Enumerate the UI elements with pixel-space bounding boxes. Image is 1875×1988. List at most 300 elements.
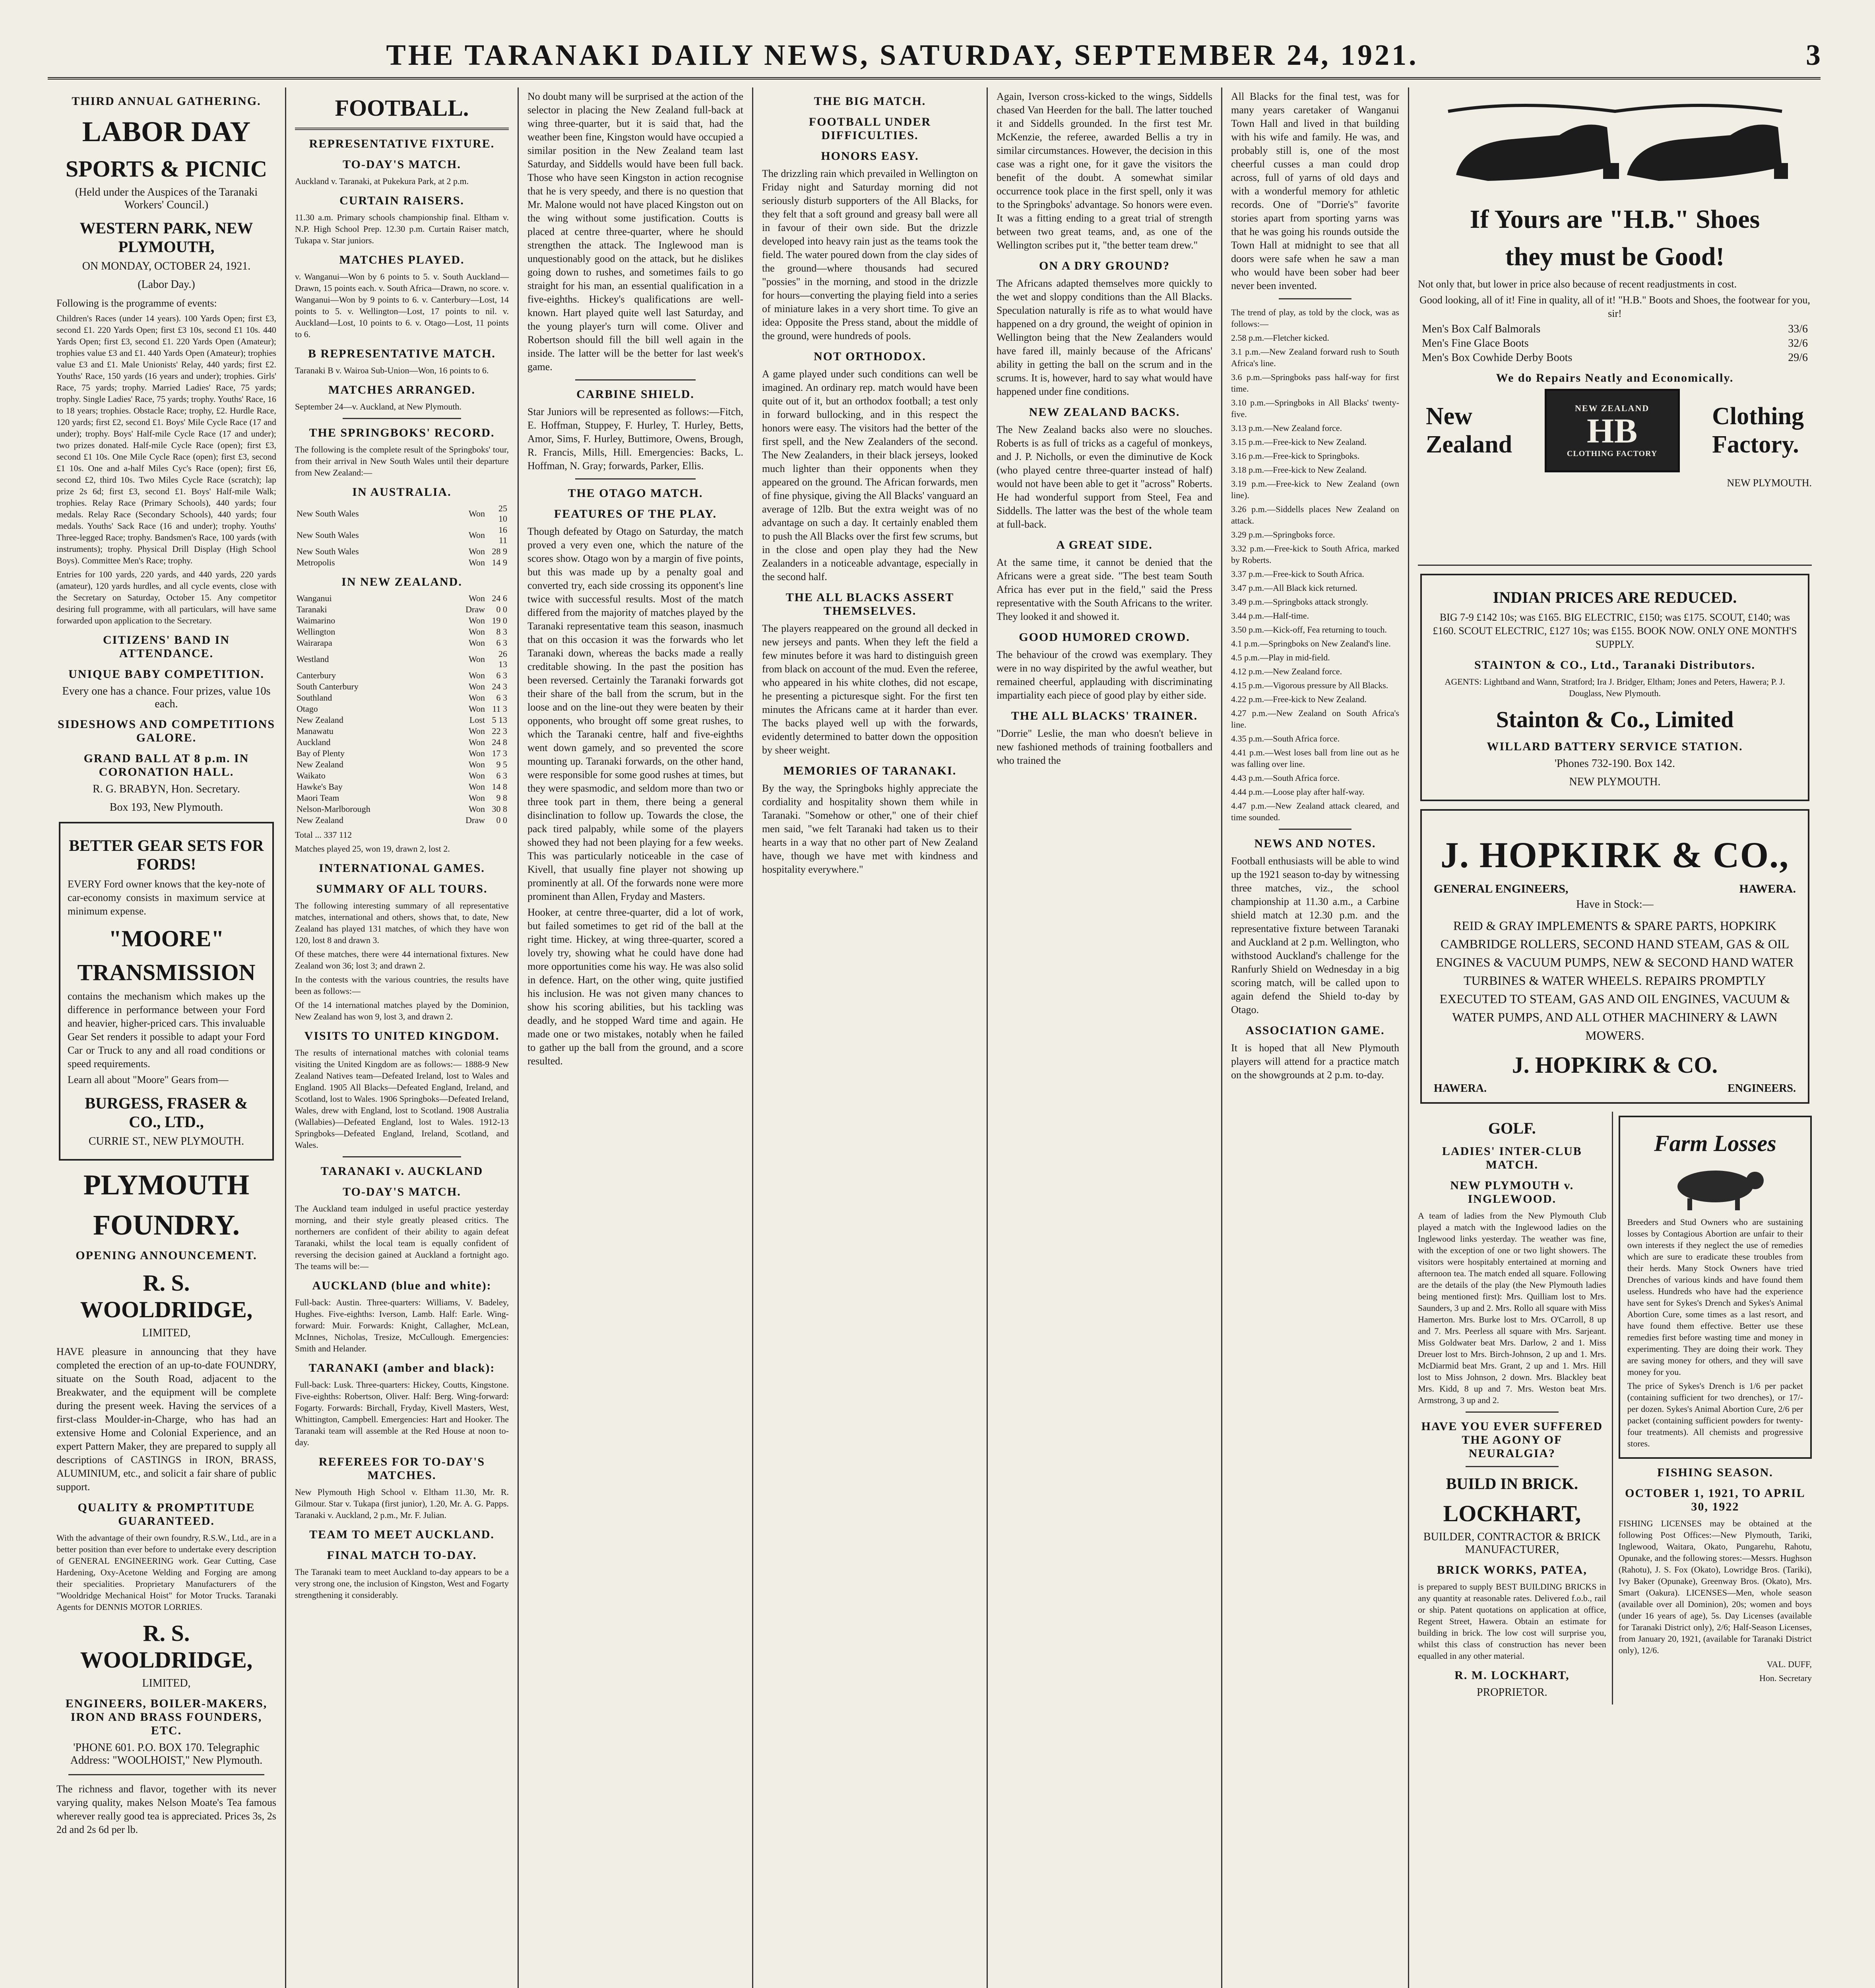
nz-right: Clothing Factory.	[1712, 403, 1804, 458]
indian-ad	[1420, 574, 1809, 801]
result-row	[295, 792, 509, 804]
golf-heading: GOLF.	[1488, 1119, 1536, 1137]
column-2	[286, 87, 519, 1988]
points-cell: 25 10	[498, 503, 507, 524]
indian-heading: INDIAN PRICES ARE REDUCED.	[1493, 588, 1737, 606]
result-cell: Won	[468, 681, 485, 691]
result-row	[295, 815, 509, 826]
under-difficulties: FOOTBALL UNDER DIFFICULTIES.	[809, 115, 931, 142]
wooldridge-limited: LIMITED,	[142, 1327, 191, 1339]
tabloid-item: 4.5 p.m.—Play in mid-field.	[1231, 652, 1330, 662]
indian-body: BIG 7-9 £142 10s; was £165. BIG ELECTRIC, £150; was £175. SCOUT, £140; was £160. SCOUT ELECTRIC, £127 10s; was £155. BOOK NOW. ONLY ONE MONTH'S SUPPLY.	[1433, 612, 1797, 650]
gathering-label: THIRD ANNUAL GATHERING.	[72, 95, 261, 108]
in-australia: IN AUSTRALIA.	[352, 485, 452, 499]
points-cell: 24 8	[492, 737, 507, 747]
result-cell: Won	[468, 782, 485, 792]
result-row	[295, 726, 509, 737]
all-blacks-trainer: THE ALL BLACKS' TRAINER.	[1011, 709, 1198, 722]
international-games: INTERNATIONAL GAMES.	[319, 862, 485, 875]
points-cell: 24 3	[492, 681, 507, 691]
points-cell: 22 3	[492, 726, 507, 736]
points-cell: 9 8	[496, 793, 507, 803]
nz-backs: NEW ZEALAND BACKS.	[1029, 406, 1180, 419]
ladies-interclub: LADIES' INTER-CLUB MATCH.	[1442, 1145, 1582, 1171]
tabloid-item: 3.10 p.m.—Springboks in All Blacks' twenty-five.	[1231, 398, 1399, 419]
b-rep-body: Taranaki B v. Wairoa Sub-Union—Won, 16 points to 6.	[295, 365, 489, 375]
hopkirk-stock: Have in Stock:—	[1576, 898, 1654, 911]
curtain-body: 11.30 a.m. Primary schools championship final. Eltham v. N.P. High School Prep. 12.30 p.m. Curtain Raiser match, Tukapa v. Star juniors.	[295, 212, 509, 245]
iverson-body: Again, Iverson cross-kicked to the wings, Siddells chased Van Heerden for the ball. The latter touched it and Siddells grounded. In the first test Mr. McKenzie, the referee, awarded Bellis a try in similar circumstances. However, the decision in this case was a right one, for it gave the visitors the benefit of the doubt. A somewhat similar occurrence took place in the first spell, only it was to the Springboks' advantage. So honors were even. It was a fitting ending to a great trial of strength between two great teams, and, as one of the Wellington scribes put it, "the better team drew."	[997, 91, 1212, 251]
points-cell: 28 9	[492, 546, 507, 556]
farm-losses-title: Farm Losses	[1654, 1130, 1776, 1156]
points-cell: 14 8	[492, 782, 507, 792]
quality-heading: QUALITY & PROMPTITUDE GUARANTEED.	[78, 1501, 255, 1528]
team-cell: Wairarapa	[297, 638, 332, 648]
hopkirk-items: REID & GRAY IMPLEMENTS & SPARE PARTS, HOPKIRK CAMBRIDGE ROLLERS, SECOND HAND STEAM, GAS & OIL ENGINES & VACUUM PUMPS, NEW & SECOND HAND WATER TURBINES & WATER WHEELS. REPAIRS PROMPTLY EXECUTED TO STEAM, GAS AND OIL ENGINES, VACUUM & WATER PUMPS, AND ALL OTHER MACHINERY & LAWN MOWERS.	[1436, 918, 1794, 1043]
hb-tagline-2: Good looking, all of it! Fine in quality, all of it! "H.B." Boots and Shoes, the footwear for you, sir!	[1419, 294, 1810, 319]
price-item: Men's Box Calf Balmorals	[1422, 323, 1541, 335]
stainton-big: Stainton & Co., Limited	[1496, 707, 1734, 732]
points-cell: 6 3	[496, 771, 507, 780]
stainton-station: WILLARD BATTERY SERVICE STATION.	[1487, 740, 1743, 753]
burgess-name: BURGESS, FRASER & CO., LTD.,	[85, 1094, 248, 1131]
tabloid-item: 3.44 p.m.—Half-time.	[1231, 611, 1309, 621]
nz-town: NEW PLYMOUTH.	[1727, 477, 1812, 489]
all-blacks-assert: THE ALL BLACKS ASSERT THEMSELVES.	[785, 591, 954, 617]
fishing-season: FISHING SEASON.	[1657, 1466, 1773, 1479]
team-cell: Otago	[297, 704, 318, 714]
lockhart-sub: BUILDER, CONTRACTOR & BRICK MANUFACTURER,	[1423, 1531, 1601, 1556]
column-4	[753, 87, 988, 1988]
auckland-team: AUCKLAND (blue and white):	[312, 1279, 492, 1292]
team-to-meet: TEAM TO MEET AUCKLAND.	[309, 1528, 494, 1541]
masthead	[48, 33, 1821, 80]
orthodox-body: A game played under such conditions can well be imagined. An ordinary rep. match would have been quite out of it, but an orthodox football; a test only in forward bullocking, and in this respect the honors were easy. The visitors had the better of the first spell, and the New Zealanders of the second. The New Zealanders, in their black jerseys, looked much lighter than their opponents when they appeared on the ground. The African forwards, men of fine physique, giving the All Blacks' vanguard an average of 12lb. But the extra weight was of no advantage on such a day. It certainly enabled them to push the All Blacks over the first few scrums, but in the close and open play they had the New Zealanders in a noticeable advantage, especially in the second half.	[762, 368, 978, 582]
column-1	[48, 87, 286, 1988]
result-cell: Won	[468, 704, 485, 714]
result-cell: Won	[468, 804, 485, 814]
result-cell: Won	[468, 593, 485, 603]
np-v-inglewood: NEW PLYMOUTH v. INGLEWOOD.	[1450, 1179, 1574, 1206]
band: CITIZENS' BAND IN ATTENDANCE.	[103, 633, 230, 660]
column-7	[1409, 87, 1821, 1988]
tvsa-body: The Auckland team indulged in useful practice yesterday morning, and their style greatly pleased critics. The northerners are confident of their ability to again defeat Taranaki, whilst the local team is equally confident of reversing the decision gained at Auckland a fortnight ago. The teams will be:—	[295, 1204, 509, 1271]
column-6	[1222, 87, 1409, 1988]
ford-body: EVERY Ford owner knows that the key-note of car-economy consists in maximum service at minimum expense.	[68, 878, 265, 917]
farm-column	[1613, 1112, 1812, 1705]
labor-day-title: LABOR DAY	[82, 116, 251, 148]
hb-headline-2: they must be Good!	[1505, 242, 1725, 271]
grand-ball: GRAND BALL AT 8 p.m. IN CORONATION HALL.	[83, 752, 249, 779]
tabloid-item: 3.37 p.m.—Free-kick to South Africa.	[1231, 569, 1364, 579]
result-row	[295, 748, 509, 759]
team-cell: New South Wales	[297, 509, 359, 518]
result-row	[295, 759, 509, 770]
burgess-address: CURRIE ST., NEW PLYMOUTH.	[88, 1135, 244, 1147]
team-cell: Metropolis	[297, 557, 335, 567]
news-and-notes: NEWS AND NOTES.	[1254, 837, 1376, 850]
tabloid-item: 4.15 p.m.—Vigorous pressure by All Blacks.	[1231, 680, 1388, 690]
labor-day-label: (Labor Day.)	[138, 278, 195, 291]
team-cell: New South Wales	[297, 530, 359, 540]
result-cell: Won	[468, 615, 485, 625]
result-row	[295, 804, 509, 815]
result-cell: Won	[468, 557, 485, 567]
hb-logo: NEW ZEALAND HB CLOTHING FACTORY	[1545, 389, 1680, 472]
team-cell: Waikato	[297, 771, 326, 780]
points-cell: 16 11	[498, 525, 507, 545]
tests-footer: Of the 14 international matches played by the Dominion, New Zealand has won 9, lost 3, and drawn 2.	[295, 1000, 509, 1021]
tabloid-item: 3.1 p.m.—New Zealand forward rush to South Africa's line.	[1231, 347, 1399, 368]
points-cell: 0 0	[496, 604, 507, 614]
news-body: Football enthusiasts will be able to wind up the 1921 season to-day by witnessing three matches, viz., the school championship at 11.30 a.m., a Carbine shield match at 12.30 p.m. and the representative fixture between Taranaki and Auckland at 2 p.m. Wellington, who withstood Auckland's challenge for the Ranfurly Shield on Wednesday in a big scoring match, will be called upon to again defend the Shield to-day by Otago.	[1231, 855, 1399, 1015]
result-cell: Won	[468, 546, 485, 556]
intl-footer: Of these matches, there were 44 international fixtures. New Zealand won 36; lost 3; and drawn 2.	[295, 949, 509, 971]
result-cell: Won	[468, 638, 485, 648]
box: Box 193, New Plymouth.	[109, 801, 223, 813]
honors-easy: HONORS EASY.	[821, 149, 919, 163]
farm-body: Breeders and Stud Owners who are sustaining losses by Contagious Abortion are unfair to their own interests if they neglect the use of remedies which are sure to eradicate these troubles from their herds. Many Stock Owners have tried Drenches of various kinds and have found them useless. Hundreds who have had the experience have sent for Sykes's Drench and Sykes's Animal Abortion Cure, some times as a last resort, and have found them effective. Better use these remedies first before wasting time and money in experimenting. They are doing their work. They are saving money for others, and they will save money for you.	[1627, 1217, 1803, 1377]
tea-ad: The richness and flavor, together with its never varying quality, makes Nelson Moate's Tea famous wherever really good tea is appreciated. Prices 3s, 2s 2d and 2s 6d per lb.	[56, 1783, 276, 1835]
team-cell: Southland	[297, 693, 332, 703]
result-row	[295, 670, 509, 681]
price-value: 32/6	[1788, 337, 1808, 349]
points-cell: 9 5	[496, 759, 507, 769]
result-cell: Won	[468, 627, 485, 637]
nz-backs-body: The New Zealand backs also were no slouches. Roberts is as full of tricks as a cageful of monkeys, and J. P. Nicholls, or even the diminutive de Kock (who played centre three-quarter instead of half) would not have been able to get it "across" Roberts. He had wonderful support from Steel, Fea and Siddells. The latter was the best of the whole team at full-back.	[997, 424, 1212, 530]
nz-clothing-row	[1426, 389, 1804, 472]
played-list: v. Wanganui—Won by 6 points to 5. v. South Auckland—Drawn, 15 points each. v. South Africa—Drawn, no score. v. Wanganui—Won by 9 points to 6. v. Canterbury—Lost, 14 points to 5. v. Wellington—Lost, 17 points to nil. v. Auckland—Lost, 10 points to 6. v. Otago—Lost, 11 points to 6.	[295, 272, 509, 339]
result-row	[295, 546, 509, 557]
tabloid-item: 3.26 p.m.—Siddells places New Zealand on attack.	[1231, 504, 1399, 526]
farm-losses-ad	[1619, 1116, 1812, 1459]
tabloid-item: 4.1 p.m.—Springboks on New Zealand's line.	[1231, 639, 1391, 648]
secretary: R. G. BRABYN, Hon. Secretary.	[93, 783, 240, 795]
tabloid-item: 4.47 p.m.—New Zealand attack cleared, and time sounded.	[1231, 801, 1399, 822]
carbine-shield: CARBINE SHIELD.	[576, 388, 694, 401]
result-row	[295, 737, 509, 748]
memories-taranaki: MEMORIES OF TARANAKI.	[783, 764, 957, 777]
curtain-raisers: CURTAIN RAISERS.	[339, 194, 464, 207]
result-row	[295, 781, 509, 792]
fishing-sign: VAL. DUFF,	[1766, 1659, 1812, 1669]
moore-title: "MOORE"	[109, 926, 224, 951]
result-row	[295, 692, 509, 703]
points-cell: 11 3	[492, 704, 507, 714]
assert-body: The players reappeared on the ground all decked in new jerseys and pants. When they left the field a few minutes before it was hard to distinguish green from black on account of the mud. Even the referee, who appeared in his white clothes, did not escape, he presenting a picturesque sight. For the first ten minutes the Africans came at it harder than ever. The backs played well up with the forwards, evidently determined to batter down the opposition by sheer weight.	[762, 623, 978, 756]
hb-tagline: Not only that, but lower in price also because of recent readjustments in cost.	[1418, 278, 1737, 290]
programme-intro: Following is the programme of events:	[56, 297, 217, 309]
in-new-zealand: IN NEW ZEALAND.	[341, 575, 462, 588]
auckland-list: Full-back: Austin. Three-quarters: Williams, V. Badeley, Hughes. Five-eighths: Iverson, Lamb. Half: Earle. Wing-forward: Muir. Forwards: Knight, Callagher, McLean, McInnes, Nicholas, Tresize, McCullough. Emergencies: Smith and Helander.	[295, 1297, 509, 1353]
lockhart-body: is prepared to supply BEST BUILDING BRICKS in any quantity at reasonable rates. Delivered f.o.b., rail or ship. Patent quotations on application at office, Regent Street, Hawera. Obtain an estimate for building in brick. The low cost will surprise you, whilst this class of construction has never been equalled in any other material.	[1418, 1582, 1606, 1661]
stainton-phone: 'Phones 732-190. Box 142.	[1555, 757, 1675, 770]
programme-list: Children's Races (under 14 years). 100 Yards Open; first £3, second £1. 220 Yards Open; first £3 10s, second £1 10s. 440 Yards Open; first £3, second £1. 220 Yards Open (Amateur); trophies value £3 and £1. 440 Yards Open (Amateur); trophies value £3 and £1. Male Unionists' Relay, 440 yards; first £2. Youths' Race, 150 yards (16 years and under); trophies. Girls' Race, 75 yards; trophy. Married Ladies' Race, 75 yards; trophy. Single Ladies' Race, 75 yards; trophy. Youths' Race, 16 to 18 years; trophies. Obstacle Race; trophy, £2. Hurdle Race, 120 yards; first £2, second £1. Boys' Mile Cycle Race (17 and under); trophy. Boys' Half-mile Cycle Race (17 and under); two prizes donated. Half-mile Cycle Race (open); first £3, second £1 10s. One Mile Cycle Race (open); first £3, second £1 10s. One and a-half Miles Cyc's Race (open); first £6, second £2, third 10s. Two Miles Cycle Race (scratch); lap prize 2s 6d; first £3, second £1. Boys' Half-mile Walk; trophies. Relay Race (Primary Schools), 440 yards; four medals. Relay Race (Secondary Schools), 440 yards; four medals. Youths' Sack Race (16 and under); trophy. Youths' Three-legged Race; trophy. Bandsmen's Race, 100 yards (with instruments); trophy. Physical Drill Display (High School Boys). Committee Men's Race; trophy.	[56, 313, 276, 565]
points-cell: 17 3	[492, 748, 507, 758]
result-cell: Won	[468, 654, 485, 664]
column-5	[988, 87, 1222, 1988]
tests-heading: In the contests with the various countries, the results have been as follows:—	[295, 975, 509, 996]
repairs-line: We do Repairs Neatly and Economically.	[1496, 371, 1734, 384]
entries: Entries for 100 yards, 220 yards, and 440 yards, 220 yards (amateur), 120 yards hurdles, and all cycle events, close with the Secretary on Saturday, October 15. Any competitor desiring full programme, with all particulars, will have same forwarded upon application to the Secretary.	[56, 569, 276, 625]
result-cell: Draw	[465, 815, 485, 825]
team-cell: Manawatu	[297, 726, 334, 736]
summary-body: The following interesting summary of all representative matches, international and others, shows that, to date, New Zealand has played 131 matches, of which they have won 120, lost 8 and drawn 3.	[295, 901, 509, 945]
team-cell: Maori Team	[297, 793, 339, 803]
masthead-title: THE TARANAKI DAILY NEWS, SATURDAY, SEPTEMBER 24, 1921.	[386, 39, 1419, 72]
engineers-line: ENGINEERS, BOILER-MAKERS, IRON AND BRASS FOUNDERS, ETC.	[65, 1697, 268, 1737]
transmission-title: TRANSMISSION	[77, 959, 256, 985]
points-cell: 5 13	[492, 715, 507, 725]
lower-ads	[1418, 1112, 1812, 1705]
lockhart-prop: PROPRIETOR.	[1477, 1686, 1547, 1699]
tabloid-item: 4.35 p.m.—South Africa force.	[1231, 734, 1340, 744]
result-cell: Won	[468, 793, 485, 803]
b-rep-match: B REPRESENTATIVE MATCH.	[308, 347, 496, 360]
dry-ground: ON A DRY GROUND?	[1039, 259, 1170, 272]
tabloid-item: 3.6 p.m.—Springboks pass half-way for first time.	[1231, 372, 1399, 394]
team-cell: South Canterbury	[297, 681, 359, 691]
taranaki-v-auckland: TARANAKI v. AUCKLAND	[320, 1165, 483, 1178]
team-cell: Wanganui	[297, 593, 332, 603]
build-in-brick: BUILD IN BRICK.	[1446, 1475, 1578, 1493]
record-intro: The following is the complete result of the Springboks' tour, from their arrival in New South Wales until their departure from New Zealand:—	[295, 445, 509, 478]
sports-picnic-title: SPORTS & PICNIC	[65, 156, 268, 182]
tabloid-item: 3.50 p.m.—Kick-off, Fea returning to touch.	[1231, 625, 1387, 635]
shoes-illustration	[1440, 95, 1790, 199]
result-cell: Won	[468, 509, 485, 518]
tabloid-item: 4.27 p.m.—New Zealand on South Africa's line.	[1231, 708, 1399, 730]
team-cell: Taranaki	[297, 604, 327, 614]
result-cell: Won	[468, 530, 485, 540]
drizzle-body: The drizzling rain which prevailed in Wellington on Friday night and Saturday morning did not seriously disturb supporters of the All Blacks, for they felt that a soft ground and greasy ball were all in favour of their own side. But the drizzle developed into heavy rain just as the teams took the field. The water poured down from the clay sides of the ground—where thousands had secured "possies" in the morning, and stood in the drizzle for hours—converting the playing field into a series of miniature lakes in a very short time. To give an idea: Opposite the Press stand, about the middle of the ground, were hundreds of pools.	[762, 168, 978, 342]
points-cell: 6 3	[496, 693, 507, 703]
foundry-body: HAVE pleasure in announcing that they have completed the erection of an up-to-date FOUNDRY, situate on the South Road, adjacent to the Breakwater, and the equipment will be complete during the present week. Having the services of a first-class Moulder-in-Charge, who has had an extensive Home and Colonial Experience, and an expert Pattern Maker, they are prepared to supply all descriptions of CASTINGS in IRON, BRASS, ALUMINIUM, etc., and solicit a fair share of public support.	[56, 1346, 276, 1493]
total-line: Total ... 337 112	[295, 830, 352, 840]
big-match: THE BIG MATCH.	[814, 95, 926, 108]
hb-shoes-ad	[1418, 95, 1812, 566]
uk-visits: VISITS TO UNITED KINGDOM.	[304, 1029, 500, 1043]
ford-title: BETTER GEAR SETS FOR FORDS!	[69, 837, 264, 873]
good-humored: GOOD HUMORED CROWD.	[1019, 631, 1190, 644]
tabloid-item: 3.16 p.m.—Free-kick to Springboks.	[1231, 451, 1360, 461]
team-cell: Bay of Plenty	[297, 748, 345, 758]
wooldridge-name: R. S. WOOLDRIDGE,	[80, 1270, 253, 1322]
referees-body: New Plymouth High School v. Eltham 11.30, Mr. R. Gilmour. Star v. Tukapa (first junior), 1.20, Mr. A. G. Papps. Taranaki v. Auckland, 2 p.m., Mr. F. Julian.	[295, 1487, 509, 1520]
auspices: (Held under the Auspices of the Taranaki Workers' Council.)	[75, 186, 258, 211]
team-cell: New South Wales	[297, 546, 359, 556]
kingston-article: No doubt many will be surprised at the action of the selector in placing the New Zealand full-back at wing three-quarter, but it is said that, had the weather been fine, Kingston would have occupied a similar position in the New Zealand team last Saturday, and Siddells would have been full back. Those who have seen Kingston in action recognise that he is very speedy, and there is no question that Mr. Malone would not have placed Kingston out on the wing without some justification. Coutts is placed at centre three-quarter, where he should strengthen the attack. The Inglewood man is unquestionably good on the attack, but he dislikes going down to rushes, and sometimes fails to go straight for his man, an essential qualification in a five-eighths. Hickey's qualifications are well-known. Hart played quite well last Saturday, and the young player's turn will come. Oliver and Robertson should fill the bill well again in the inside. The latter will be the better for last week's game.	[527, 91, 743, 373]
nz-table	[295, 593, 509, 826]
team-cell: Wellington	[297, 627, 335, 637]
golf-column	[1418, 1112, 1613, 1705]
rep-fixture: REPRESENTATIVE FIXTURE.	[309, 137, 495, 150]
wooldridge-name-2: R. S. WOOLDRIDGE,	[80, 1620, 253, 1673]
result-row	[295, 593, 509, 604]
team-cell: Canterbury	[297, 670, 336, 680]
result-row	[295, 615, 509, 626]
football-title: FOOTBALL.	[335, 95, 469, 121]
page-number: 3	[1806, 39, 1821, 72]
match-line: Auckland v. Taranaki, at Pukekura Park, at 2 p.m.	[295, 176, 469, 186]
tabloid-list	[1231, 332, 1399, 823]
result-row	[295, 557, 509, 568]
result-cell: Won	[468, 771, 485, 780]
lockhart-works: BRICK WORKS, PATEA,	[1437, 1563, 1587, 1576]
result-row	[295, 637, 509, 648]
columns	[48, 87, 1821, 1988]
features-of-play: FEATURES OF THE PLAY.	[554, 507, 717, 520]
points-cell: 8 3	[496, 627, 507, 637]
result-cell: Won	[468, 693, 485, 703]
points-cell: 30 8	[492, 804, 507, 814]
otago-body: Though defeated by Otago on Saturday, the match proved a very even one, which the nature of the scores show. Otago won by a margin of five points, but this was made up by a penalty goal and converted try, each side crossing its opponent's line twice with successful results. Most of the match differed from the majority of matches played by the Taranaki representative team this season, inasmuch that on this occasion it was the forwards who let Taranaki down, whereas the backs made a really creditable showing. In the past the position has been reversed. Certainly the Taranaki forwards got their share of the ball from the scrum, but in the loose and on the line-out they were beaten by their opponents, who brought off some great rushes, to which the Taranaki centre, half and five-eighths went down gamely, and so prevented the score mounting up. Taranaki forwards, on the other hand, were responsible for some good rushes at times, but they were spasmodic, and seldom more than two or three took part in them, there being a general disinclination to follow up. Towards the close, the pack tired palpably, while some of the players showed they had not been playing for a few weeks. This was particularly noticeable in the case of Kivell, that usually fine player not showing up prominently at all. Of the forwards none were more prominent than Allen, Fryday and Masters.	[527, 526, 743, 902]
opening-announcement: OPENING ANNOUNCEMENT.	[76, 1249, 257, 1262]
team-cell: New Zealand	[297, 759, 343, 769]
result-row	[295, 770, 509, 781]
dorrie-body: All Blacks for the final test, was for many years caretaker of Wanganui Town Hall and lived in that building with his wife and family. He was, and probably still is, one of the most cheerful cusses a man could drop across, full of yarns of old days and with a wonderful memory for athletic records. One of "Dorrie's" favorite stories apart from sporting yarns was that he was going his rounds outside the Town Hall at midnight to see that all doors were safe when he saw a man who would have been sober had beer never been invented.	[1231, 91, 1399, 291]
stainton-town: NEW PLYMOUTH.	[1569, 776, 1661, 788]
quality-body: With the advantage of their own foundry, R.S.W., Ltd., are in a better position than ever before to undertake every description of GENERAL ENGINEERING work. Gear Cutting, Case Hardening, Oxy-Acetone Welding and Forging are among their specialities. Proprietary Manufacturers of the "Wooldridge Mechanical Hoist" for Motor Trucks. Taranaki Agents for DENNIS MOTOR LORRIES.	[56, 1533, 276, 1612]
summary-of-tours: SUMMARY OF ALL TOURS.	[316, 882, 488, 895]
memories-body: By the way, the Springboks highly appreciate the cordiality and hospitality shown them while in Taranaki. "Somehow or other," one of their chief men said, "we felt Taranaki had taken us to their hearts in a way that no other part of New Zealand have, though we have met with kindness and hospitality everywhere."	[762, 782, 978, 875]
final-body: The Taranaki team to meet Auckland to-day appears to be a very strong one, the inclusion of Kingston, West and Fogarty strengthening it considerably.	[295, 1567, 509, 1600]
team-cell: Nelson-Marlborough	[297, 804, 370, 814]
tabloid-item: 2.58 p.m.—Fletcher kicked.	[1231, 333, 1329, 343]
great-body: At the same time, it cannot be denied that the Africans were a great side. "The best team South Africa has ever put in the field," said the Press representative with the South Africans to the writer. They looked it and showed it.	[997, 557, 1212, 622]
column-3	[519, 87, 753, 1988]
lockhart-name: LOCKHART,	[1443, 1501, 1581, 1526]
stainton-sub: STAINTON & CO., Ltd., Taranaki Distributors.	[1474, 658, 1755, 672]
result-cell: Won	[468, 670, 485, 680]
team-cell: New Zealand	[297, 815, 343, 825]
stainton-agents: AGENTS: Lightband and Wann, Stratford; Ira J. Bridger, Eltham; Jones and Peters, Hawera; P. J. Douglass, New Plymouth.	[1445, 677, 1785, 698]
uk-body: The results of international matches with colonial teams visiting the United Kingdom are as follows:— 1888-9 New Zealand Natives team—Defeated Ireland, lost to Wales and England. 1905 All Blacks—Defeated England, Ireland, and Scotland, lost to Wales. 1906 Springboks—Defeated Ireland, Wales, drew with England, lost to Scotland. 1908 Australia (Wallabies)—Defeated England, lost to Wales. 1912-13 Springboks—Defeated England, Ireland, Scotland, and Wales.	[295, 1048, 509, 1150]
tabloid-item: 3.15 p.m.—Free-kick to New Zealand.	[1231, 437, 1367, 447]
price-value: 33/6	[1788, 323, 1808, 335]
result-cell: Draw	[465, 604, 485, 614]
price-row	[1422, 351, 1808, 364]
team-cell: Auckland	[297, 737, 331, 747]
points-cell: 19 0	[492, 615, 507, 625]
result-cell: Won	[468, 726, 485, 736]
ford-ad	[59, 822, 274, 1161]
result-row	[295, 503, 509, 524]
tabloid-item: 3.32 p.m.—Free-kick to South Africa, marked by Roberts.	[1231, 544, 1399, 565]
tabloid-item: 3.19 p.m.—Free-kick to New Zealand (own line).	[1231, 479, 1399, 500]
result-row	[295, 626, 509, 637]
points-cell: 6 3	[496, 670, 507, 680]
otago-match: THE OTAGO MATCH.	[568, 487, 703, 500]
tabloid-intro: The trend of play, as told by the clock, was as follows:—	[1231, 307, 1399, 329]
team-cell: Hawke's Bay	[297, 782, 343, 792]
nz-left: New Zealand	[1426, 403, 1512, 458]
price-row	[1422, 337, 1808, 350]
great-side: A GREAT SIDE.	[1056, 538, 1153, 551]
tvsa-sub: TO-DAY'S MATCH.	[343, 1185, 461, 1198]
baby-sub: Every one has a chance. Four prizes, value 10s each.	[62, 685, 271, 710]
price-list	[1418, 323, 1812, 364]
hopkirk-ad	[1420, 809, 1809, 1104]
referees: REFEREES FOR TO-DAY'S MATCHES.	[318, 1455, 485, 1482]
tabloid-item: 3.49 p.m.—Springboks attack strongly.	[1231, 597, 1369, 607]
australia-table	[295, 503, 509, 568]
not-orthodox: NOT ORTHODOX.	[814, 350, 926, 363]
price-item: Men's Fine Glace Boots	[1422, 337, 1529, 349]
tabloid-item: 4.43 p.m.—South Africa force.	[1231, 773, 1340, 783]
foundry-title: FOUNDRY.	[93, 1209, 240, 1241]
tabloid-item: 3.47 p.m.—All Black kick returned.	[1231, 583, 1357, 593]
result-row	[295, 703, 509, 714]
trainer-body: "Dorrie" Leslie, the man who doesn't believe in new fashioned methods of training footballers and who trained the	[997, 728, 1212, 766]
humored-body: The behaviour of the crowd was exemplary. They were in no way dispirited by the awful weather, but remained cheerful, applauding with discriminating impartiality each piece of good play by either side.	[997, 649, 1212, 701]
baby-competition: UNIQUE BABY COMPETITION.	[68, 668, 264, 681]
tabloid-item: 4.12 p.m.—New Zealand force.	[1231, 666, 1342, 676]
final-match: FINAL MATCH TO-DAY.	[327, 1549, 477, 1562]
wooldridge-limited-2: LIMITED,	[142, 1677, 191, 1689]
tabloid-item: 4.22 p.m.—Free-kick to New Zealand.	[1231, 694, 1367, 704]
price-row	[1422, 323, 1808, 336]
hopkirk-row: GENERAL ENGINEERS, HAWERA.	[1434, 882, 1796, 895]
points-cell: 26 13	[498, 649, 507, 669]
team-cell: Waimarino	[297, 615, 335, 625]
arranged-body: September 24—v. Auckland, at New Plymouth.	[295, 402, 461, 412]
result-cell: Won	[468, 759, 485, 769]
fishing-body: FISHING LICENSES may be obtained at the following Post Offices:—New Plymouth, Tariki, Inglewood, Waitara, Okato, Pungarehu, Rahotu, Opunake, and the following stores:—Messrs. Hughson (Rahotu), J. S. Fox (Okato), Lowridge Bros. (Tariki), Ivy Baker (Opunake), Greenway Bros. (Okato), Mrs. Smart (Oakura). LICENSES—Men, whole season (available over all Dominion), 20s; women and boys (under 16 years of age), 5s. Day Licenses (available for Taranaki District only), 2/6; Half-Season Licenses, from January 20, 1921, (available for Taranaki District only), 12/6.	[1618, 1518, 1812, 1655]
price-item: Men's Box Cowhide Derby Boots	[1422, 351, 1573, 364]
result-row	[295, 524, 509, 546]
result-cell: Won	[468, 737, 485, 747]
moore-learn: Learn all about "Moore" Gears from—	[68, 1074, 229, 1085]
result-row	[295, 714, 509, 726]
moore-body: contains the mechanism which makes up the difference in performance between your Ford and heavier, higher-priced cars. This invaluable Gear Set renders it possible to adapt your Ford Car or Truck to any and all road conditions or speed requirements.	[68, 990, 265, 1070]
farm-price: The price of Sykes's Drench is 1/6 per packet (containing sufficient for two drenches), or 17/- per dozen. Sykes's Animal Abortion Cure, 2/6 per packet (containing sufficient powders for twenty-four treatments). All chemists and progressive stores.	[1627, 1381, 1803, 1448]
dry-body: The Africans adapted themselves more quickly to the wet and sloppy conditions than the All Blacks. Speculation naturally is rife as to what would have happened on a dry ground, the weight of opinion in Wellington being that the New Zealanders would have fared ill, mainly because of the Africans' ability in getting the ball on the scrum and in the scrums. It is, however, hard to say what would have happened under fine conditions.	[997, 278, 1212, 397]
result-row	[295, 648, 509, 670]
springboks-record: THE SPRINGBOKS' RECORD.	[309, 426, 495, 439]
plymouth-title: PLYMOUTH	[83, 1169, 250, 1201]
tabloid-item: 3.18 p.m.—Free-kick to New Zealand.	[1231, 465, 1367, 475]
hb-headline-1: If Yours are "H.B." Shoes	[1470, 205, 1760, 234]
tabloid-item: 3.29 p.m.—Springboks force.	[1231, 530, 1335, 540]
hopkirk-title: J. HOPKIRK & CO.,	[1440, 835, 1790, 875]
cow-illustration	[1656, 1161, 1775, 1212]
association-game: ASSOCIATION GAME.	[1245, 1024, 1385, 1037]
taranaki-list: Full-back: Lusk. Three-quarters: Hickey, Coutts, Kingstone. Five-eighths: Robertson, Oliver. Half: Berg. Wing-forward: Fogarty. Forwards: Birchall, Fryday, Kivell Masters, West, Whittington, Campbell. Emergencies: Hart and Hooker. The Taranaki team will assemble at the Red House at noon to-day.	[295, 1380, 509, 1447]
hooker-body: Hooker, at centre three-quarter, did a lot of work, but failed sometimes to get rid of the ball at the right time. Hickey, at wing three-quarter, scored a lovely try, showing what he could have done had more opportunities come his way. He was also solid in defence. Hart, on the other wing, quite justified his inclusion. He was not given many chances to show his scoring abilities, but his tackling was deadly, and he stopped Ward time and again. He made one or two mistakes, notably when he failed to gather up the ball from the ground, and a score resulted.	[527, 907, 743, 1067]
tabloid-item: 4.44 p.m.—Loose play after half-way.	[1231, 787, 1365, 797]
event-date: ON MONDAY, OCTOBER 24, 1921.	[82, 260, 251, 272]
points-cell: 6 3	[496, 638, 507, 648]
hopkirk-title-2: J. HOPKIRK & CO.	[1512, 1052, 1718, 1078]
carbine-body: Star Juniors will be represented as follows:—Fitch, E. Hoffman, Stuppey, F. Hurley, T. Hurley, Betts, Amor, Sims, F. Hurley, Buttimore, Owens, Brough, R. Francis, Mills, Hill. Emergencies: Backs, L. Hoffman, N. Gray; forwards, Parker, Ellis.	[527, 406, 743, 472]
todays-match: TO-DAY'S MATCH.	[343, 158, 461, 171]
tabloid-item: 4.41 p.m.—West loses ball from line out as he was falling over line.	[1231, 747, 1399, 769]
matches-summary: Matches played 25, won 19, drawn 2, lost 2.	[295, 844, 450, 854]
venue: WESTERN PARK, NEW PLYMOUTH,	[79, 219, 253, 256]
tabloid-item: 3.13 p.m.—New Zealand force.	[1231, 423, 1342, 433]
result-cell: Won	[468, 748, 485, 758]
assoc-body: It is hoped that all New Plymouth players will attend for a practice match on the showgrounds at 2 p.m. to-day.	[1231, 1042, 1399, 1081]
taranaki-team: TARANAKI (amber and black):	[308, 1361, 495, 1375]
result-row	[295, 681, 509, 692]
wooldridge-phone: 'PHONE 601. P.O. BOX 170. Telegraphic Address: "WOOLHOIST," New Plymouth.	[70, 1741, 263, 1767]
matches-arranged: MATCHES ARRANGED.	[328, 383, 476, 396]
golf-body: A team of ladies from the New Plymouth Club played a match with the Inglewood ladies on the Inglewood links yesterday. The weather was fine, with the exception of one or two light showers. The visitors were hospitably entertained at morning and afternoon tea. The match ended all square. Following are the details of the play (the New Plymouth ladies being mentioned first): Mrs. Quilliam lost to Mrs. Saunders, 3 up and 2. Mrs. Rollo all square with Miss Hamerton. Mrs. Burke lost to Mrs. O'Carroll, 8 up and 7. Mrs. Peerless all square with Mrs. Sarjeant. Miss Goldwater beat Mrs. Darlow, 2 and 1. Miss Dreuer lost to Mrs. Birch-Johnson, 2 up and 1. Mrs. McDiarmid beat Mrs. Grant, 2 up and 1. Mrs. Hill lost to Miss Johnson, 2 down. Mrs. Blackley beat Mrs. Kidd, 8 up and 7. Mrs. Weston beat Mrs. Armstrong, 3 up and 2.	[1418, 1211, 1606, 1405]
result-cell: Lost	[469, 715, 485, 725]
matches-played: MATCHES PLAYED.	[339, 253, 465, 266]
points-cell: 0 0	[496, 815, 507, 825]
